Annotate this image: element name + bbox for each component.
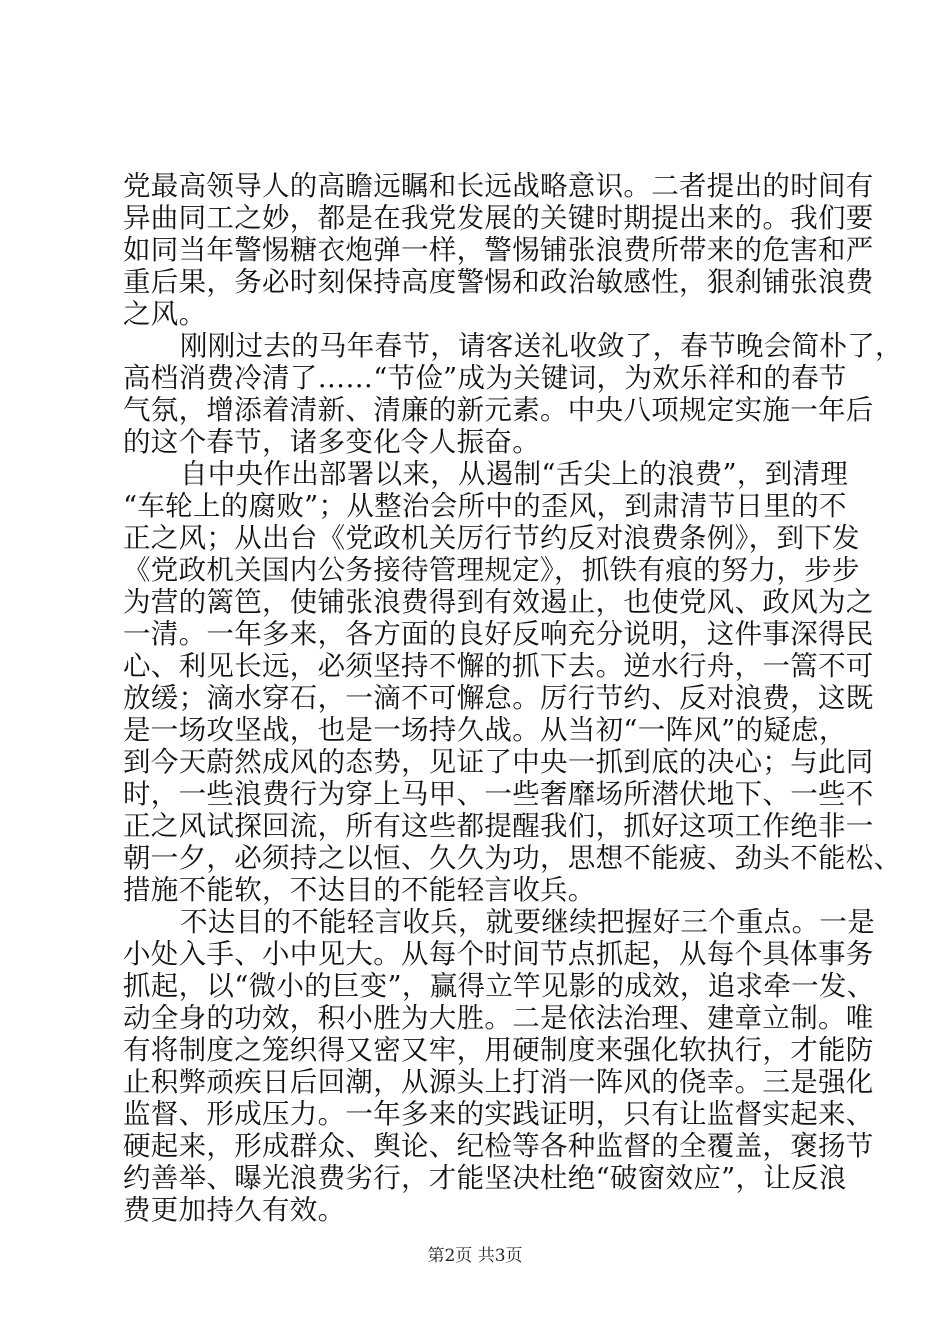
text-line: 为营的篱笆，使铺张浪费得到有效遏止，也使党风、政风为之	[123, 586, 874, 618]
text-line: 时，一些浪费行为穿上马甲、一些奢靡场所潜伏地下、一些不	[123, 778, 874, 810]
text-line: 气氛，增添着清新、清廉的新元素。中央八项规定实施一年后	[123, 394, 874, 426]
text-line: 党最高领导人的高瞻远瞩和长远战略意识。二者提出的时间有	[123, 170, 874, 202]
text-line: 费更加持久有效。	[123, 1194, 346, 1226]
text-line: 是一场攻坚战，也是一场持久战。从当初“一阵风”的疑虑，	[123, 714, 847, 746]
text-line: 高档消费冷清了……“节俭”成为关键词，为欢乐祥和的春节	[123, 362, 847, 394]
text-line: 监督、形成压力。一年多来的实践证明，只有让监督实起来、	[123, 1098, 874, 1130]
text-line: 不达目的不能轻言收兵，就要继续把握好三个重点。一是	[180, 906, 875, 938]
text-line: 重后果，务必时刻保持高度警惕和政治敏感性，狠刹铺张浪费	[123, 266, 874, 298]
text-line: 到今天蔚然成风的态势，见证了中央一抓到底的决心；与此同	[123, 746, 874, 778]
text-line: 放缓；滴水穿石，一滴不可懈怠。厉行节约、反对浪费，这既	[123, 682, 874, 714]
text-line: 刚刚过去的马年春节，请客送礼收敛了，春节晚会简朴了，	[180, 330, 903, 362]
text-line: 自中央作出部署以来，从遏制“舌尖上的浪费”，到清理	[180, 458, 849, 490]
text-line: 硬起来，形成群众、舆论、纪检等各种监督的全覆盖，褒扬节	[123, 1130, 874, 1162]
text-line: 小处入手、小中见大。从每个时间节点抓起，从每个具体事务	[123, 938, 874, 970]
text-line: 之风。	[123, 298, 207, 330]
text-line: 《党政机关国内公务接待管理规定》，抓铁有痕的努力，步步	[123, 554, 860, 586]
text-line: 约善举、曝光浪费劣行，才能坚决杜绝“破窗效应”，让反浪	[123, 1162, 847, 1194]
text-line: “车轮上的腐败”；从整治会所中的歪风，到肃清节日里的不	[123, 490, 847, 522]
text-line: 措施不能软，不达目的不能轻言收兵。	[123, 874, 596, 906]
text-line: 心、利见长远，必须坚持不懈的抓下去。逆水行舟，一篙不可	[123, 650, 874, 682]
text-line: 异曲同工之妙，都是在我党发展的关键时期提出来的。我们要	[123, 202, 874, 234]
text-line: 正之风试探回流，所有这些都提醒我们，抓好这项工作绝非一	[123, 810, 874, 842]
text-line: 如同当年警惕糖衣炮弹一样，警惕铺张浪费所带来的危害和严	[123, 234, 874, 266]
text-line: 止积弊顽疾日后回潮，从源头上打消一阵风的侥幸。三是强化	[123, 1066, 874, 1098]
text-line: 抓起，以“微小的巨变”，赢得立竿见影的成效，追求牵一发、	[123, 970, 875, 1002]
text-line: 动全身的功效，积小胜为大胜。二是依法治理、建章立制。唯	[123, 1002, 874, 1034]
document-body	[123, 170, 903, 1226]
text-line: 正之风；从出台《党政机关厉行节约反对浪费条例》，到下发	[123, 522, 860, 554]
text-line: 的这个春节，诸多变化令人振奋。	[123, 426, 540, 458]
text-line: 有将制度之笼织得又密又牢，用硬制度来强化软执行，才能防	[123, 1034, 874, 1066]
page-number-footer: 第2页 共3页	[427, 1246, 523, 1266]
text-line: 朝一夕，必须持之以恒、久久为功，思想不能疲、劲头不能松、	[123, 842, 902, 874]
text-line: 一清。一年多来，各方面的良好反响充分说明，这件事深得民	[123, 618, 874, 650]
